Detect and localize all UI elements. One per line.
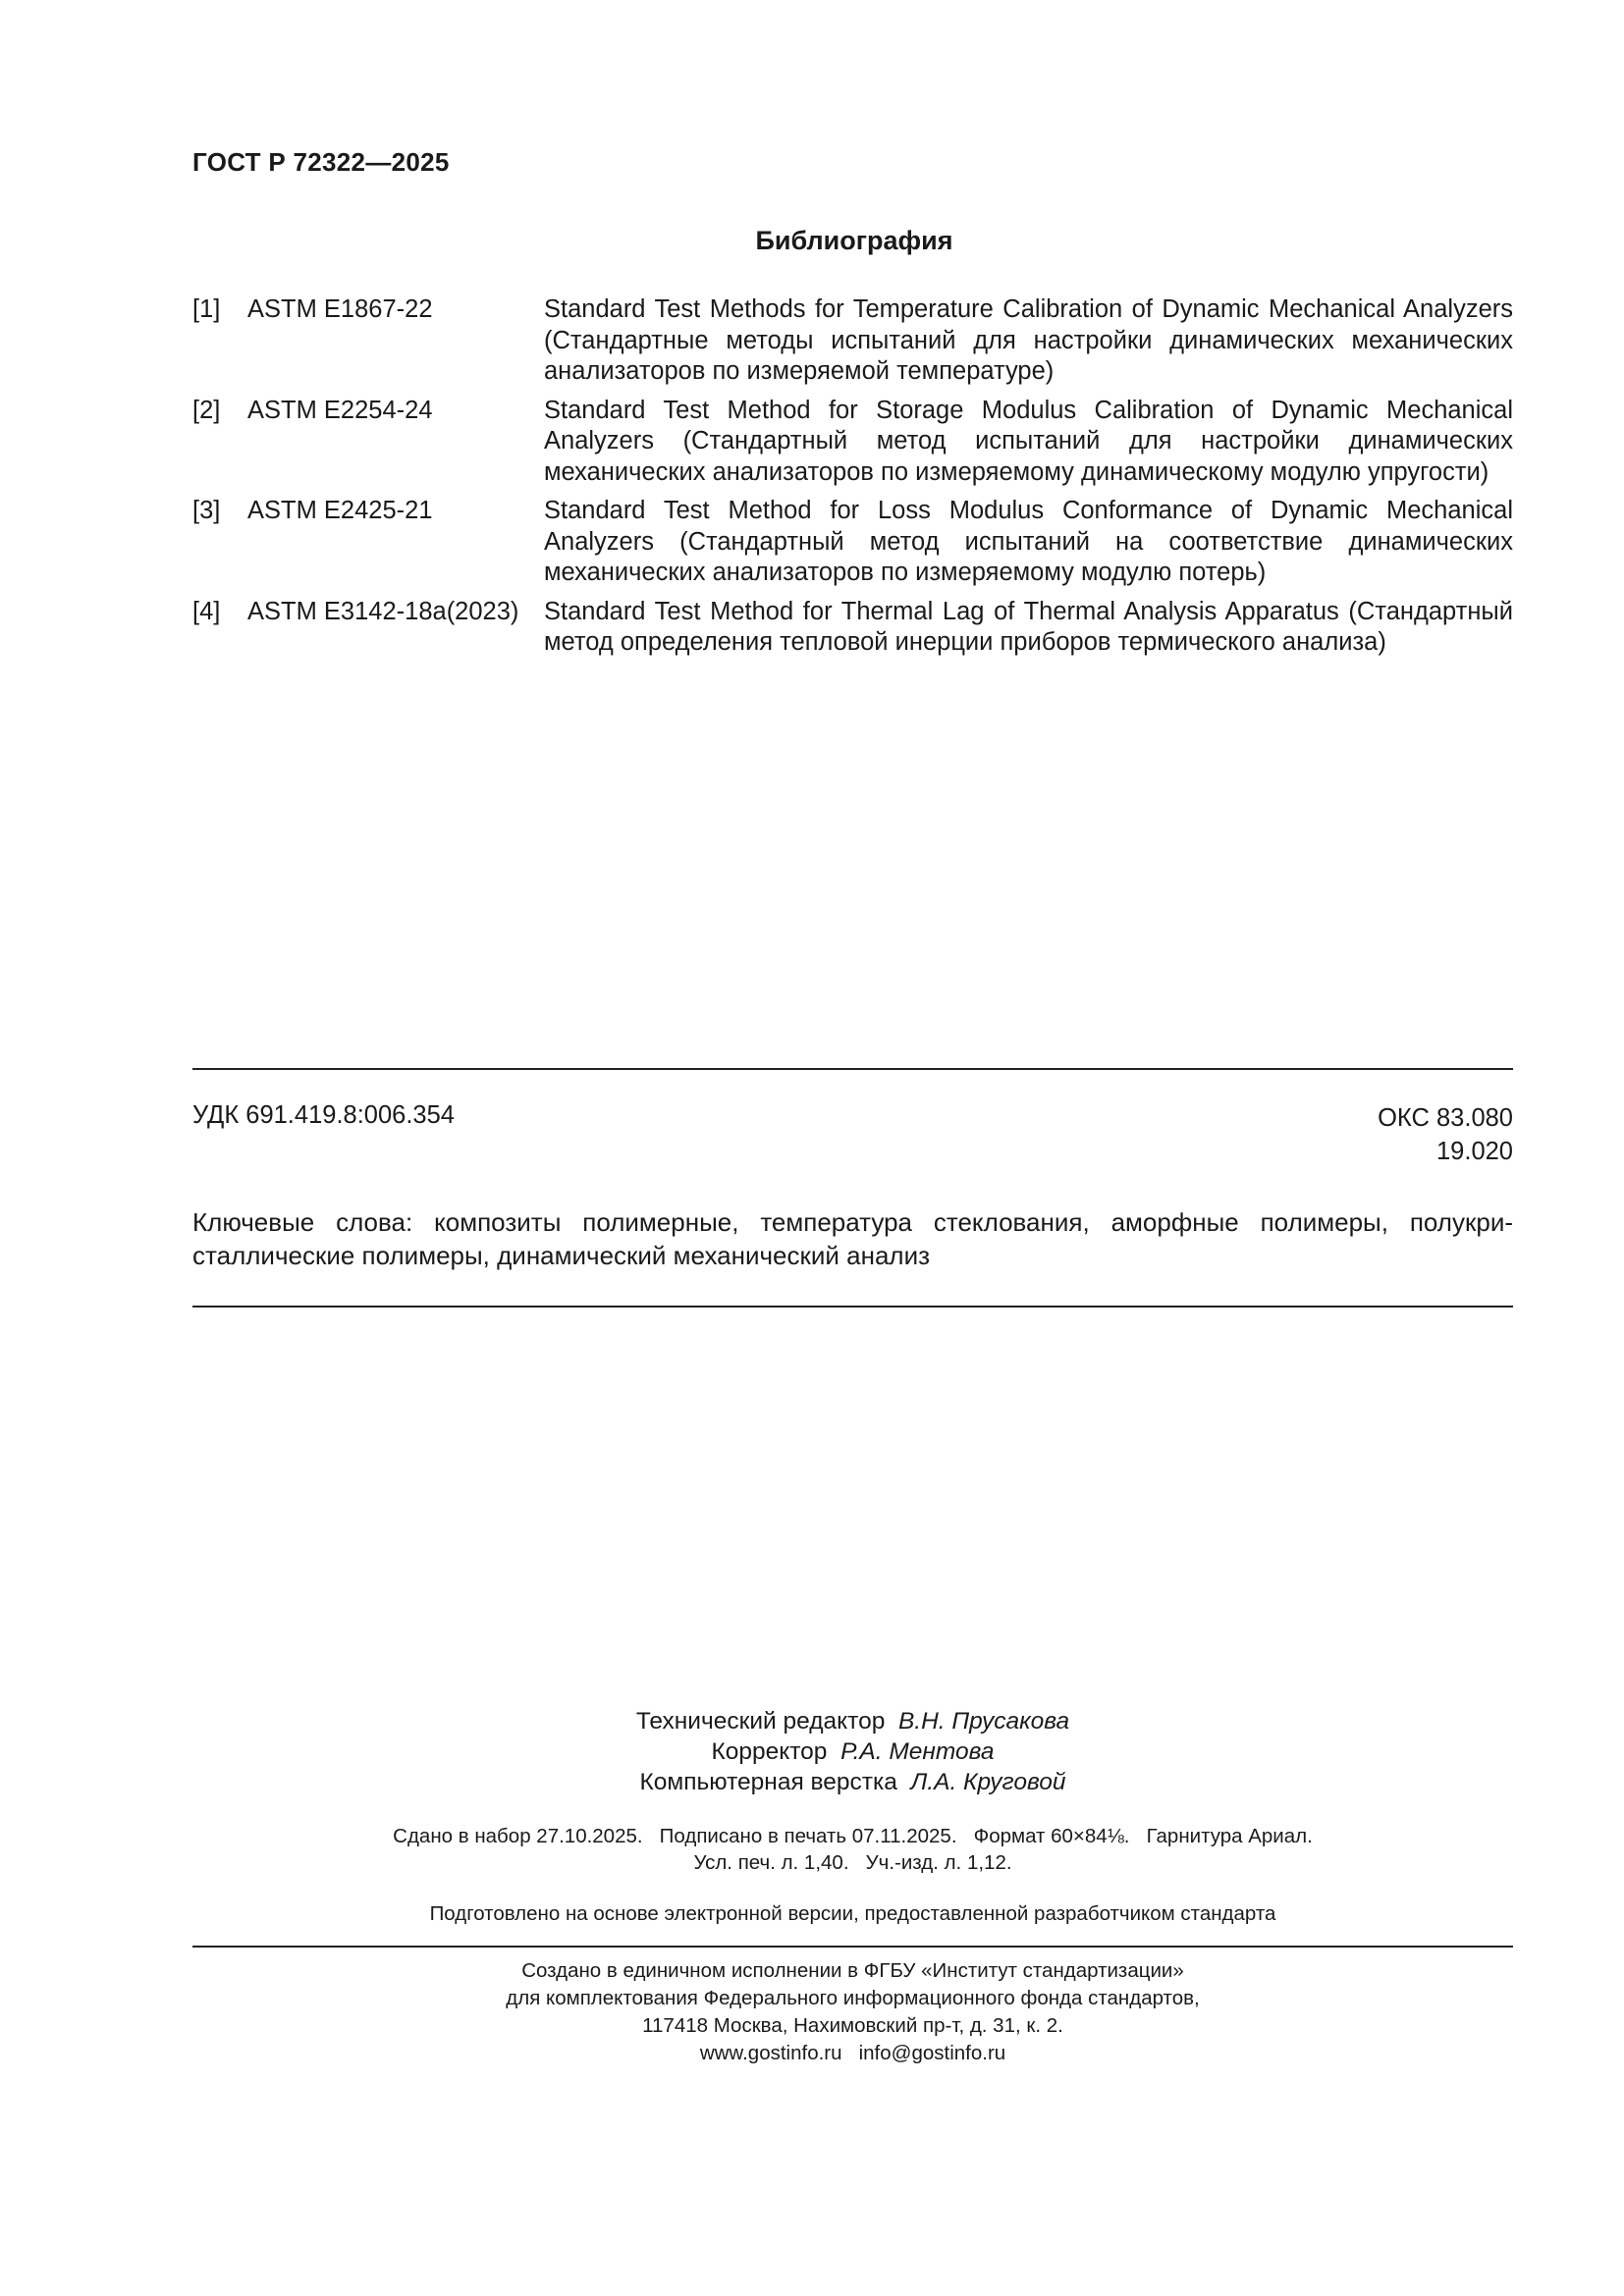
oks-code [1178,1101,1513,1168]
keywords-line-2: сталлические полимеры, динамический механический анализ [192,1241,931,1270]
bibliography-item [192,396,1513,489]
bibliography-number: [2] [192,396,221,424]
layout-name: Л.А. Круговой [910,1769,1066,1795]
footer-line-2: для комплектования Федерального информационного фонда стандартов, [506,1987,1200,2009]
publication-line-1: Сдано в набор 27.10.2025. Подписано в печать 07.11.2025. Формат 60×84⅛. Гарнитура Ариал. [393,1825,1313,1847]
bibliography-title: Библиография [755,226,953,255]
document-id: ГОСТ Р 72322—2025 [192,147,450,177]
divider-footer [192,1946,1513,1948]
layout-line [192,1767,1513,1797]
udk-code: УДК 691.419.8:006.354 [192,1101,455,1129]
tech-editor-line [192,1706,1513,1736]
footer-line-4: www.gostinfo.ru info@gostinfo.ru [699,2042,1006,2064]
corrector-name: Р.А. Ментова [840,1738,995,1765]
bibliography-code: ASTM E1867-22 [247,295,433,323]
bibliography-text: Standard Test Method for Thermal Lag of Thermal Analysis Apparatus (Стандартный метод определения тепловой инерции приборов термического анализа) [544,597,1513,656]
keywords [192,1205,1513,1272]
divider-top [192,1068,1513,1070]
credits [192,1706,1513,1797]
bibliography-number: [1] [192,295,221,323]
publication-info [192,1823,1513,1876]
oks-line-1: ОКС 83.080 [1378,1104,1513,1132]
footer-line-1: Создано в единичном исполнении в ФГБУ «Институт стандартизации» [521,1959,1184,1982]
oks-line-2: 19.020 [1436,1138,1513,1165]
bibliography-number: [4] [192,597,221,625]
corrector-label: Корректор [711,1738,828,1765]
bibliography-code: ASTM E2425-21 [247,497,433,524]
layout-label: Компьютерная верстка [639,1769,897,1795]
bibliography-code: ASTM E2254-24 [247,396,433,424]
tech-editor-label: Технический редактор [635,1708,886,1735]
bibliography-item [192,496,1513,589]
bibliography-number: [3] [192,497,221,524]
divider-keywords [192,1306,1513,1308]
keywords-line-1: Ключевые слова: композиты полимерные, температура стеклования, аморфные полимеры, полукри- [192,1207,1513,1237]
corrector-line [192,1736,1513,1767]
bibliography-code: ASTM E3142-18a(2023) [247,597,519,625]
bibliography-item [192,294,1513,388]
bibliography-text: Standard Test Method for Storage Modulus Calibration of Dynamic Mechanical Analyzers (Стандартный метод испытаний для настройки динамических механических анализаторов по измеряемому динамическому модулю упругости) [544,396,1513,486]
prepared-note: Подготовлено на основе электронной версии, предоставленной разработчиком стандарта [429,1902,1276,1925]
bibliography-list [192,294,1513,667]
publication-line-2: Усл. печ. л. 1,40. Уч.-изд. л. 1,12. [693,1851,1012,1874]
bibliography-text: Standard Test Method for Loss Modulus Conformance of Dynamic Mechanical Analyzers (Стандартный метод испытаний на соответствие динамических механических анализаторов по измеряемому модулю потерь) [544,497,1513,586]
tech-editor-name: В.Н. Прусакова [897,1708,1070,1735]
footer-line-3: 117418 Москва, Нахимовский пр-т, д. 31, к. 2. [642,2014,1063,2037]
bibliography-text: Standard Test Methods for Temperature Calibration of Dynamic Mechanical Analyzers (Стандартные методы испытаний для настройки динамических механических анализаторов по измеряемой температуре) [544,295,1513,385]
footer [192,1957,1513,2067]
bibliography-item [192,597,1513,659]
